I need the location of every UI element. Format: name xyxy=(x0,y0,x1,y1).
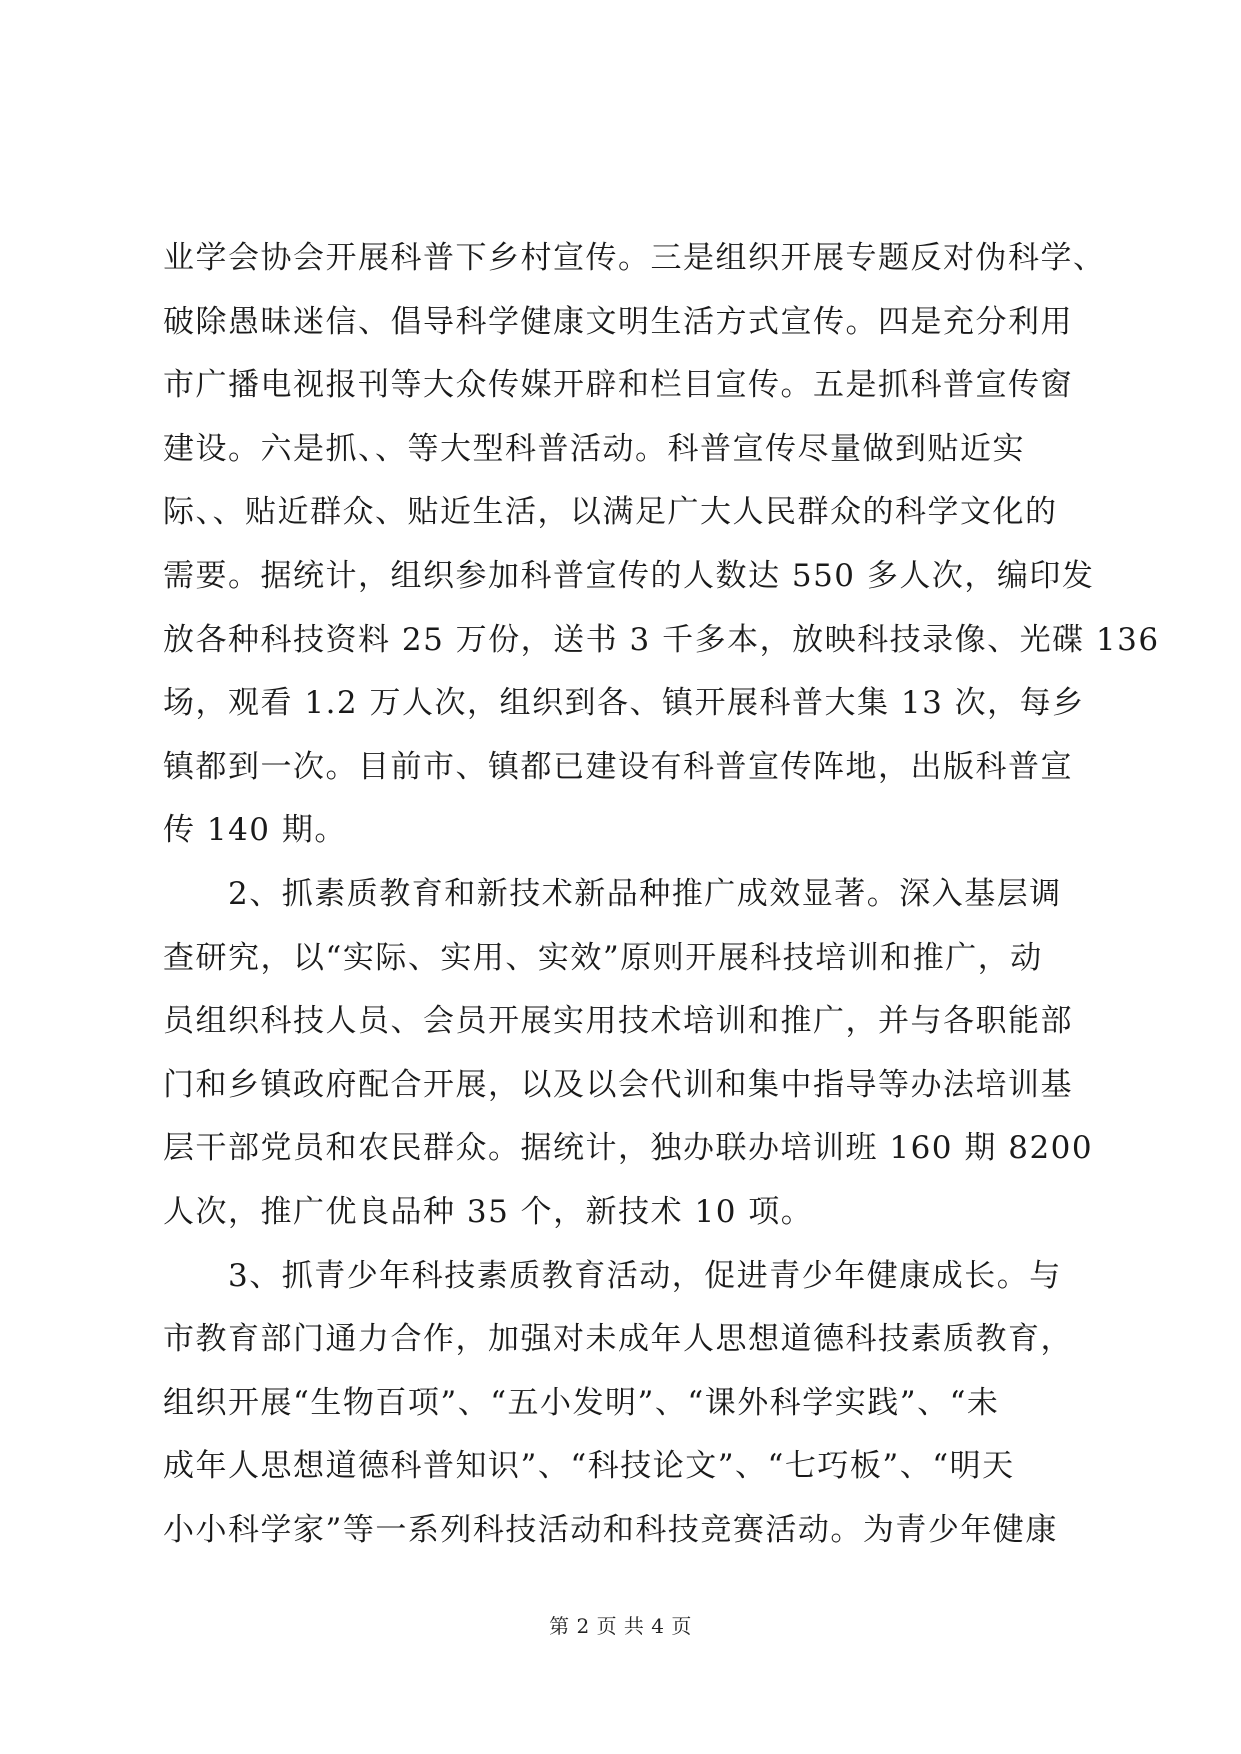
text-line-8: 场，观看 1.2 万人次，组织到各、镇开展科普大集 13 次，每乡 xyxy=(163,685,1085,722)
text-line-13: 员组织科技人员、会员开展实用技术培训和推广，并与各职能部 xyxy=(163,1003,1073,1040)
text-line-6: 需要。据统计，组织参加科普宣传的人数达 550 多人次，编印发 xyxy=(163,557,1095,594)
text-line-3: 市广播电视报刊等大众传媒开辟和栏目宣传。五是抓科普宣传窗 xyxy=(163,367,1073,404)
text-line-2: 破除愚昧迷信、倡导科学健康文明生活方式宣传。四是充分利用 xyxy=(163,303,1073,340)
text-line-17: 3、抓青少年科技素质教育活动，促进青少年健康成长。与 xyxy=(163,1257,1062,1294)
text-line-11: 2、抓素质教育和新技术新品种推广成效显著。深入基层调 xyxy=(163,875,1062,912)
text-line-5: 际、、贴近群众、贴近生活，以满足广大人民群众的科学文化的 xyxy=(163,494,1058,531)
text-line-16: 人次，推广优良品种 35 个，新技术 10 项。 xyxy=(163,1193,814,1230)
text-line-18: 市教育部门通力合作，加强对未成年人思想道德科技素质教育， xyxy=(163,1321,1073,1358)
text-line-19: 组织开展“生物百项”、“五小发明”、“课外科学实践”、“未 xyxy=(163,1384,1000,1421)
text-line-4: 建设。六是抓、、等大型科普活动。科普宣传尽量做到贴近实 xyxy=(163,430,1025,467)
text-line-10: 传 140 期。 xyxy=(163,812,347,849)
text-line-20: 成年人思想道德科普知识”、“科技论文”、“七巧板”、“明天 xyxy=(163,1448,1015,1485)
text-line-7: 放各种科技资料 25 万份，送书 3 千多本，放映科技录像、光碟 136 xyxy=(163,621,1160,658)
text-line-12: 查研究，以“实际、实用、实效”原则开展科技培训和推广，动 xyxy=(163,939,1043,976)
text-line-14: 门和乡镇政府配合开展，以及以会代训和集中指导等办法培训基 xyxy=(163,1066,1073,1103)
text-line-21: 小小科学家”等一系列科技活动和科技竞赛活动。为青少年健康 xyxy=(163,1511,1058,1548)
text-line-9: 镇都到一次。目前市、镇都已建设有科普宣传阵地，出版科普宣 xyxy=(163,748,1073,785)
body-text xyxy=(163,227,1160,1562)
text-line-1: 业学会协会开展科普下乡村宣传。三是组织开展专题反对伪科学、 xyxy=(163,240,1106,276)
page-footer: 第 2 页 共 4 页 xyxy=(549,1614,692,1638)
text-line-15: 层干部党员和农民群众。据统计，独办联办培训班 160 期 8200 xyxy=(163,1130,1094,1167)
